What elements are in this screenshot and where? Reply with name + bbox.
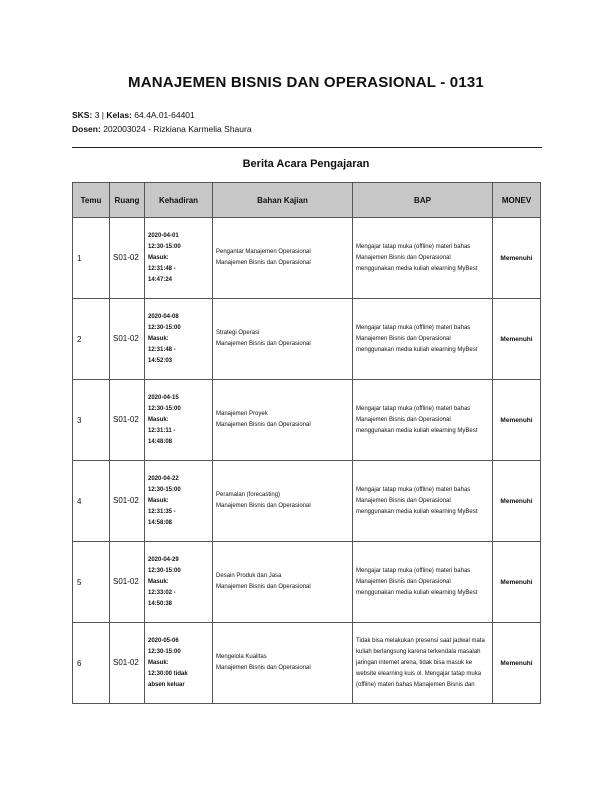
page-title: MANAJEMEN BISNIS DAN OPERASIONAL - 0131: [128, 74, 484, 91]
cell-bahan-kajian: [213, 218, 353, 299]
kehadiran-line: 12:33:02 -: [148, 589, 176, 596]
cell-monev: Memenuhi: [493, 218, 541, 299]
cell-bap: Mengajar tatap muka (offline) materi bahas Manajemen Bisnis dan Operasional menggunakan media kuliah elearning MyBest: [353, 542, 493, 623]
table-row: [73, 218, 541, 299]
cell-kehadiran: [145, 218, 213, 299]
cell-bap: Tidak bisa melakukan presensi saat jadwal mata kuliah berlangsung karena terkendala masalah jaringan internet arena, tidak bisa masuk ke website elearning kuis ol. Mengajar tatap muka (offline) materi bahas Manajemen Bisnis dan: [353, 623, 493, 704]
kehadiran-line: 12:30-15:00: [148, 486, 181, 493]
section-title: Berita Acara Pengajaran: [242, 158, 370, 170]
bahan-line: Strategi Operasi: [216, 330, 260, 336]
cell-bap: Mengajar tatap muka (offline) materi bahas Manajemen Bisnis dan Operasional menggunakan media kuliah elearning MyBest: [353, 461, 493, 542]
table-row: [73, 380, 541, 461]
cell-bahan-kajian: [213, 380, 353, 461]
kehadiran-line: 14:47:24: [148, 276, 173, 283]
sks-label: SKS:: [72, 110, 93, 120]
cell-temu: 4: [73, 461, 110, 542]
kehadiran-line: 12:30-15:00: [148, 648, 181, 655]
kehadiran-line: Masuk:: [148, 497, 169, 504]
kehadiran-line: 12:30-15:00: [148, 324, 181, 331]
cell-temu: 3: [73, 380, 110, 461]
cell-bap: Mengajar tatap muka (offline) materi bahas Manajemen Bisnis dan Operasional menggunakan media kuliah elearning MyBest: [353, 218, 493, 299]
col-header-bahan-kajian: Bahan Kajian: [213, 183, 353, 218]
col-header-kehadiran: Kehadiran: [145, 183, 213, 218]
dosen-label: Dosen:: [72, 124, 101, 134]
kelas-label: Kelas:: [106, 110, 132, 120]
bahan-line: Manajemen Bisnis dan Operasional: [216, 665, 311, 671]
cell-ruang: S01-02: [110, 542, 145, 623]
cell-kehadiran: [145, 299, 213, 380]
cell-ruang: S01-02: [110, 623, 145, 704]
cell-ruang: S01-02: [110, 218, 145, 299]
cell-kehadiran: [145, 623, 213, 704]
table-row: [73, 461, 541, 542]
cell-monev: Memenuhi: [493, 299, 541, 380]
cell-ruang: S01-02: [110, 380, 145, 461]
cell-ruang: S01-02: [110, 299, 145, 380]
kehadiran-line: 2020-04-22: [148, 475, 179, 482]
kehadiran-line: 12:30-15:00: [148, 405, 181, 412]
kehadiran-line: 2020-04-01: [148, 232, 179, 239]
cell-monev: Memenuhi: [493, 623, 541, 704]
cell-monev: Memenuhi: [493, 461, 541, 542]
col-header-bap: BAP: [353, 183, 493, 218]
cell-kehadiran: [145, 542, 213, 623]
cell-temu: 5: [73, 542, 110, 623]
bahan-line: Manajemen Bisnis dan Operasional: [216, 584, 311, 590]
cell-temu: 6: [73, 623, 110, 704]
cell-bahan-kajian: [213, 299, 353, 380]
kehadiran-line: 14:50:38: [148, 600, 173, 607]
kehadiran-line: 2020-05-06: [148, 637, 179, 644]
kehadiran-line: 12:31:35 -: [148, 508, 176, 515]
cell-temu: 1: [73, 218, 110, 299]
bahan-line: Desain Produk dan Jasa: [216, 573, 282, 579]
cell-monev: Memenuhi: [493, 380, 541, 461]
bahan-line: Pengantar Manajemen Operasional: [216, 249, 311, 255]
cell-bahan-kajian: [213, 542, 353, 623]
cell-kehadiran: [145, 380, 213, 461]
course-meta-line: SKS: 3 | Kelas: 64.4A.01-64401: [72, 110, 195, 120]
sks-value: 3: [94, 110, 100, 120]
kehadiran-line: Masuk:: [148, 335, 169, 342]
bahan-line: Manajemen Bisnis dan Operasional: [216, 260, 311, 266]
kehadiran-line: 2020-04-15: [148, 394, 179, 401]
kehadiran-line: 2020-04-29: [148, 556, 179, 563]
bahan-line: Manajemen Proyek: [216, 411, 268, 417]
table-row: [73, 623, 541, 704]
cell-bap: Mengajar tatap muka (offline) materi bahas Manajemen Bisnis dan Operasional menggunakan media kuliah elearning MyBest: [353, 380, 493, 461]
kehadiran-line: absen keluar: [148, 681, 185, 688]
cell-kehadiran: [145, 461, 213, 542]
col-header-monev: MONEV: [493, 183, 541, 218]
kehadiran-line: 12:30-15:00: [148, 567, 181, 574]
kehadiran-line: 14:58:08: [148, 519, 173, 526]
bahan-line: Mengelola Kualitas: [216, 654, 267, 660]
col-header-temu: Temu: [73, 183, 110, 218]
cell-ruang: S01-02: [110, 461, 145, 542]
cell-temu: 2: [73, 299, 110, 380]
kehadiran-line: 12:30:00 tidak: [148, 670, 188, 677]
dosen-value: 202003024 - Rizkiana Karmelia Shaura: [103, 124, 252, 134]
bahan-line: Manajemen Bisnis dan Operasional: [216, 503, 311, 509]
bahan-line: Manajemen Bisnis dan Operasional: [216, 422, 311, 428]
kehadiran-line: 14:52:03: [148, 357, 173, 364]
header-divider: [72, 147, 542, 148]
kehadiran-line: 12:31:11 -: [148, 427, 176, 434]
cell-bap: Mengajar tatap muka (offline) materi bahas Manajemen Bisnis dan Operasional menggunakan media kuliah elearning MyBest: [353, 299, 493, 380]
kehadiran-line: 12:31:48 -: [148, 346, 176, 353]
kehadiran-line: Masuk:: [148, 416, 169, 423]
teaching-record-table: [72, 182, 541, 704]
lecturer-meta-line: [72, 124, 252, 134]
bahan-line: Manajemen Bisnis dan Operasional: [216, 341, 311, 347]
kehadiran-line: Masuk:: [148, 254, 169, 261]
table-row: [73, 299, 541, 380]
kehadiran-line: 14:48:08: [148, 438, 173, 445]
kehadiran-line: 12:31:48 -: [148, 265, 176, 272]
kehadiran-line: 2020-04-08: [148, 313, 179, 320]
table-header-row: [73, 183, 541, 218]
kehadiran-line: Masuk:: [148, 578, 169, 585]
kehadiran-line: Masuk:: [148, 659, 169, 666]
col-header-ruang: Ruang: [110, 183, 145, 218]
cell-bahan-kajian: [213, 623, 353, 704]
kehadiran-line: 12:30-15:00: [148, 243, 181, 250]
table-row: [73, 542, 541, 623]
cell-monev: Memenuhi: [493, 542, 541, 623]
cell-bahan-kajian: [213, 461, 353, 542]
kelas-value: 64.4A.01-64401: [134, 110, 195, 120]
bahan-line: Peramalan (forecasting): [216, 492, 281, 498]
